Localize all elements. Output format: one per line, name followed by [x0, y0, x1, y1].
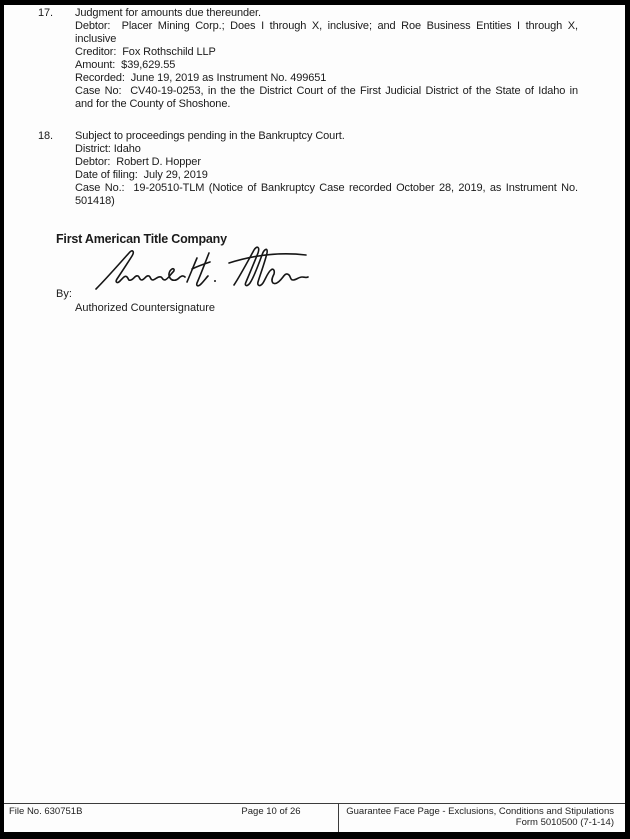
- item18-line: Debtor: Robert D. Hopper: [75, 156, 201, 168]
- countersignature-handwriting: [92, 245, 312, 291]
- footer-divider: [338, 804, 339, 832]
- exception-item-17: [38, 7, 578, 111]
- signature-icon: [92, 245, 312, 291]
- item18-line: Case No.: 19-20510-TLM (Notice of Bankruptcy Case recorded October 28, 2019, as Instrument No.: [75, 182, 578, 194]
- by-label: By:: [56, 288, 72, 300]
- item-text: [75, 130, 578, 208]
- file-number: File No. 630751B: [9, 806, 83, 817]
- item17-line: Amount: $39,629.55: [75, 59, 176, 71]
- item-number: 18.: [38, 130, 53, 142]
- form-reference: [344, 806, 614, 828]
- authorized-countersignature-label: Authorized Countersignature: [75, 302, 216, 314]
- item18-line: District: Idaho: [75, 143, 141, 155]
- item18-line: Subject to proceedings pending in the Bankruptcy Court.: [75, 130, 345, 142]
- exception-item-18: [38, 130, 578, 208]
- item17-line: Recorded: June 19, 2019 as Instrument No. 499651: [75, 72, 327, 84]
- page-number: Page 10 of 26: [241, 806, 301, 817]
- item17-line: Case No: CV40-19-0253, in the the District Court of the First Judicial District of the State of Idaho in: [75, 85, 578, 97]
- item17-line: inclusive: [75, 33, 117, 45]
- item-number: 17.: [38, 7, 53, 19]
- page-footer: [4, 803, 625, 832]
- item18-line: Date of filing: July 29, 2019: [75, 169, 208, 181]
- item17-line: and for the County of Shoshone.: [75, 98, 231, 110]
- form-number: Form 5010500 (7-1-14): [515, 817, 614, 828]
- item17-line: Creditor: Fox Rothschild LLP: [75, 46, 216, 58]
- form-title: Guarantee Face Page - Exclusions, Conditions and Stipulations: [346, 806, 614, 817]
- item-text: [75, 7, 578, 111]
- item17-line: Judgment for amounts due thereunder.: [75, 7, 261, 19]
- item17-line: Debtor: Placer Mining Corp.; Does I through X, inclusive; and Roe Business Entities I through X,: [75, 20, 578, 32]
- item18-line: 501418): [75, 195, 115, 207]
- company-name: First American Title Company: [56, 232, 227, 246]
